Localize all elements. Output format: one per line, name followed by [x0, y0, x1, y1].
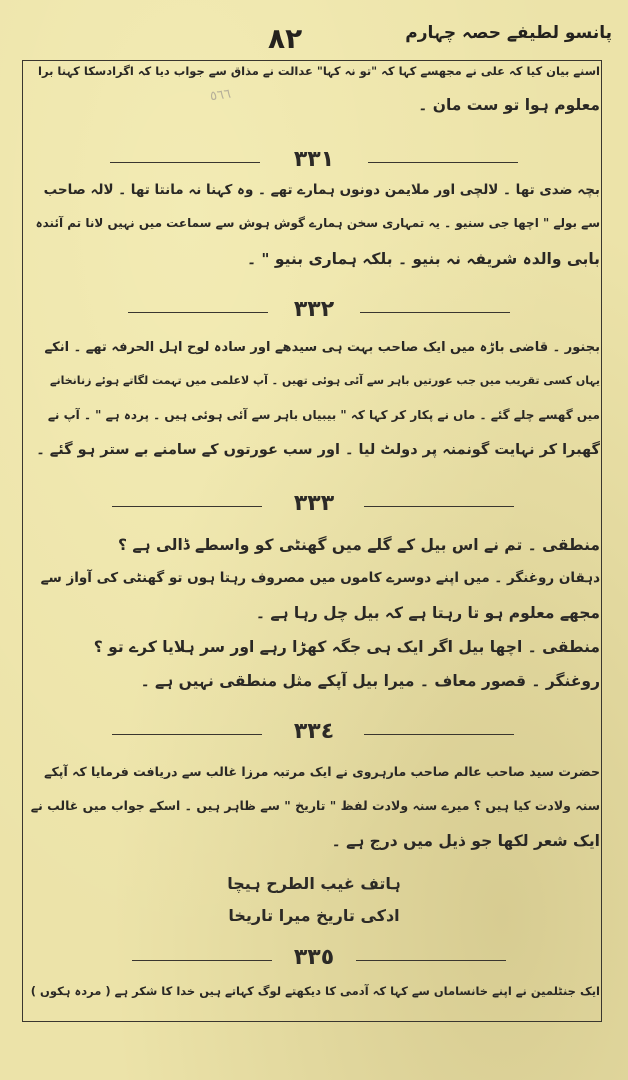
running-title: پانسو لطیفے حصہ چہارم: [405, 23, 612, 43]
section-number: ٣٣٣: [293, 491, 335, 516]
text-line: سنہ ولادت کیا ہیں ؟ میرے سنہ ولادت لفظ " تاریخ " سے ظاہر ہیں ۔ اسکے جواب میں غالب نے: [30, 798, 600, 813]
section-number: ٣٣٥: [293, 945, 335, 970]
text-line: اسنے بیان کیا کہ علی نے مجھسے کہا کہ "تو نہ کہا" عدالت نے مذاق سے جواب دیا کہ اگرادسکا کہنا برا: [38, 64, 600, 78]
section-number: ٣٣٤: [293, 719, 335, 744]
page-number: ٨٢: [268, 22, 303, 55]
text-line: ایک جنٹلمین نے اپنے خانساماں سے کہا کہ آدمی کا دیکھتے لوگ کہاتے ہیں خدا کا شکر ہے ( مردہ ہکوں ): [30, 984, 600, 998]
section-divider-332: [0, 297, 628, 324]
text-line: مجھے معلوم ہو تا رہتا ہے کہ بیل چل رہا ہے ۔: [255, 604, 600, 622]
text-line: حضرت سید صاحب عالم صاحب مارہروی نے ایک مرتبہ مرزا غالب سے دریافت فرمایا کہ آپکے: [44, 764, 600, 779]
text-line: دہقان روغنگر ۔ میں اپنے دوسرے کاموں میں مصروف رہتا ہوں تو گھنٹی کی آواز سے: [40, 570, 600, 586]
section-divider-331: [0, 147, 628, 174]
text-line: منطقی ۔ تم نے اس بیل کے گلے میں گھنٹی کو واسطے ڈالی ہے ؟: [118, 536, 600, 554]
section-divider-335: [0, 945, 628, 972]
section-divider-333: [0, 491, 628, 518]
text-line: یہاں کسی تقریب میں جب عورتیں باہر سے آئی ہوئی تھیں ۔ آپ لاعلمی میں تہمت لگاتے ہوئے زنانخانے: [50, 374, 600, 387]
text-line: سے بولے " اچھا جی سنیو ۔ یہ تمہاری سخن ہمارے گوش ہوش سے سماعت میں نہیں لانا تم آئندہ: [35, 216, 600, 230]
text-line: بچہ ضدی تھا ۔ لالچی اور ملایمن دونوں ہمارے تھے ۔ وہ کہنا نہ مانتا تھا ۔ لالہ صاحب: [43, 182, 600, 198]
text-line: منطقی ۔ اچھا بیل اگر ایک ہی جگہ کھڑا رہے اور سر ہلایا کرے تو ؟: [93, 638, 600, 656]
text-line: گھبرا کر نہایت گونمنہ پر دولٹ لیا ۔ اور سب عورتوں کے سامنے بے ستر ہو گئے ۔: [36, 442, 600, 458]
faint-handwritten-mark: ٥٦٦: [209, 86, 232, 105]
text-line: بابی والدہ شریفہ نہ بنیو ۔ بلکہ ہماری بنیو " ۔: [246, 250, 600, 268]
text-line: میں گھسے چلے گئے ۔ ماں نے پکار کر کہا کہ " بیبیاں باہر سے آئی ہوئی ہیں ۔ پردہ ہے " ۔ آپ نے: [47, 408, 600, 422]
section-number: ٣٣١: [293, 147, 335, 172]
text-line: بجنور ۔ قاضی باڑہ میں ایک صاحب بہت ہی سیدھے اور سادہ لوح اہل الحرفہ تھے ۔ انکے: [44, 340, 600, 355]
verse-line: ادکی تاریخ میرا تاریخا: [228, 906, 400, 925]
section-divider-334: [0, 719, 628, 746]
text-line: معلوم ہوا تو ست مان ۔: [418, 96, 600, 114]
section-number: ٣٣٢: [293, 297, 335, 322]
text-line: روغنگر ۔ قصور معاف ۔ میرا بیل آپکے مثل منطقی نہیں ہے ۔: [140, 672, 600, 690]
text-line: ایک شعر لکھا جو ذیل میں درج ہے ۔: [331, 832, 600, 850]
verse-line: ہاتف غیب الطرح ہیچا: [227, 874, 401, 893]
